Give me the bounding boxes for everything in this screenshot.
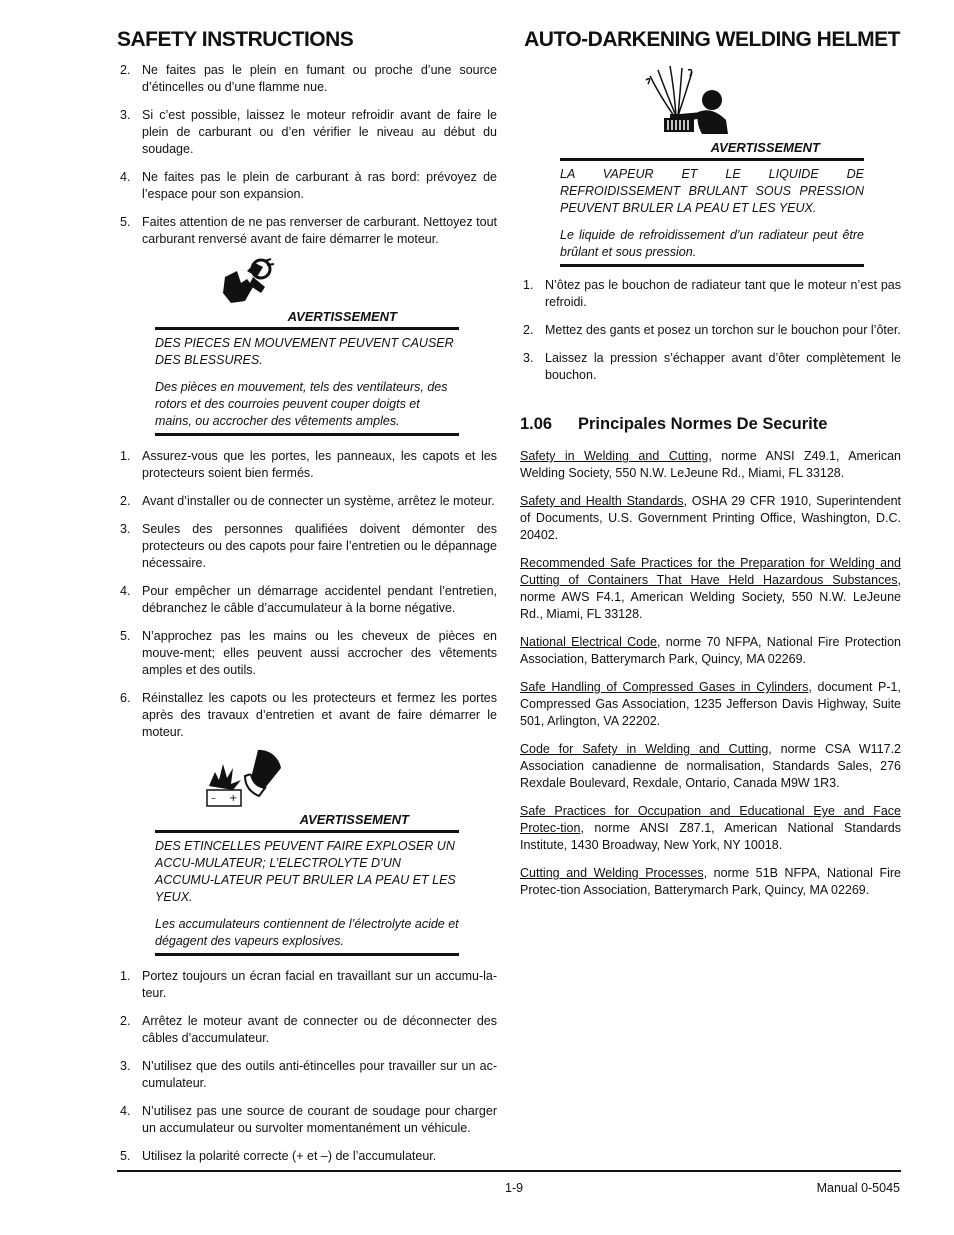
reference-entry: Safe Handling of Compressed Gases in Cylinders, document P-1, Compressed Gas Association, 1235 Jefferson Davis Highway, Suite 501, Arlington, VA 22202. [520,680,901,728]
list-item: 2. Avant d’installer ou de connecter un système, arrêtez le moteur. [120,494,495,508]
list-item: 3. Seules des personnes qualifiées doivent démonter des protecteurs ou des capots pour faire l’entretien ou le dépannage nécessaire. [120,522,497,570]
section-title: Principales Normes De Securite [578,415,828,433]
list-item: 2. Arrêtez le moteur avant de connecter ou de déconnecter des câbles d’accumulateur. [120,1014,497,1045]
warning-headline: LA VAPEUR ET LE LIQUIDE DE REFROIDISSEMENT BRULANT SOUS PRESSION PEUVENT BRULER LA PEAU ET LES YEUX. [560,167,864,215]
footer-divider [117,1170,901,1172]
list-item: 3. Laissez la pression s’échapper avant d’ôter complètement le bouchon. [523,351,901,382]
right-column [520,62,901,910]
warning-headline: DES PIECES EN MOUVEMENT PEUVENT CAUSER DES BLESSURES. [155,336,454,367]
list-item: 1. Portez toujours un écran facial en travaillant sur un accumu-la-teur. [120,969,497,1000]
warning-hot-steam [560,62,864,267]
warning-battery [155,752,459,956]
warning-detail: Des pièces en mouvement, tels des ventilateurs, des rotors et des courroies peuvent couper doigts et mains, ou accrocher des vêtements amples. [155,380,448,428]
warning-title: AVERTISSEMENT [299,812,409,827]
reference-entry: National Electrical Code, norme 70 NFPA, National Fire Protection Association, Batterymarch Park, Quincy, MA 02269. [520,635,901,666]
list-item: 4. N’utilisez pas une source de courant de soudage pour charger un accumulateur ou survolter momentanément un véhicule. [120,1104,497,1135]
warning-title: AVERTISSEMENT [287,309,397,324]
list-item: 1. Assurez-vous que les portes, les panneaux, les capots et les protecteurs soient bien fermés. [120,449,497,480]
svg-text:+: + [229,793,238,804]
list-item: 1. N’ôtez pas le bouchon de radiateur tant que le moteur n’est pas refroidi. [523,278,901,309]
reference-entry: Code for Safety in Welding and Cutting, norme CSA W117.2 Association canadienne de normalisation, Standards Sales, 276 Rexdale Boulevard, Rexdale, Ontario, Canada M9W 1R3. [520,742,901,790]
list-item: 4. Ne faites pas le plein de carburant à ras bord: prévoyez de l’espace pour son expansion. [120,170,497,201]
list-item: 5. Faites attention de ne pas renverser de carburant. Nettoyez tout carburant renversé avant de faire démarrer le moteur. [120,215,497,246]
steam-list [520,277,901,384]
warning-detail: Le liquide de refroidissement d’un radiateur peut être brûlant et sous pression. [560,228,864,259]
list-item: 5. Utilisez la polarité correcte (+ et –) de l’accumulateur. [120,1149,437,1163]
warning-title: AVERTISSEMENT [710,140,820,155]
warning-moving-parts [155,259,459,436]
page-number: 1-9 [505,1181,524,1195]
reference-entry: Recommended Safe Practices for the Preparation for Welding and Cutting of Containers That Have Held Hazardous Substances, norme AWS F4.1, American Welding Society, 550 N.W. LeJeune Rd., Miami, FL 33128. [520,556,901,621]
moving-parts-hand-icon [217,257,277,307]
battery-list [117,968,497,1165]
left-column [117,62,497,1176]
reference-entry: Safety in Welding and Cutting, norme ANSI Z49.1, American Welding Society, 550 N.W. LeJeune Rd., Miami, FL 33128. [520,449,901,480]
list-item: 6. Réinstallez les capots ou les protecteurs et fermez les portes après des travaux d’entretien et avant de faire démarrer le moteur. [120,691,497,739]
svg-text:–: – [211,793,216,804]
list-item: 4. Pour empêcher un démarrage accidentel pendant l’entretien, débranchez le câble d’accumulateur à la borne négative. [120,584,497,615]
list-item: 2. Mettez des gants et posez un torchon sur le bouchon pour l’ôter. [523,323,901,337]
list-item: 2. Ne faites pas le plein en fumant ou proche d’une source d’étincelles ou d’une flamme nue. [120,63,497,94]
list-item: 3. N’utilisez que des outils anti-étincelles pour travailler sur un ac-cumulateur. [120,1059,497,1090]
header-title-left: SAFETY INSTRUCTIONS [117,28,354,51]
reference-entry: Cutting and Welding Processes, norme 51B NFPA, National Fire Protec-tion Association, Batterymarch Park, Quincy, MA 02269. [520,866,901,897]
warning-headline: DES ETINCELLES PEUVENT FAIRE EXPLOSER UN ACCU-MULATEUR; L’ELECTROLYTE D’UN ACCUMU-LATEUR PEUT BRULER LA PEAU ET LES YEUX. [155,839,456,904]
header-title-right: AUTO-DARKENING WELDING HELMET [524,28,900,51]
list-item: 3. Si c’est possible, laissez le moteur refroidir avant de faire le plein de carburant ou d’en vérifier le niveau au début du soudage. [120,108,497,156]
references-list [520,448,901,899]
battery-explosion-icon [205,746,285,808]
section-heading [520,414,901,434]
reference-entry: Safe Practices for Occupation and Educational Eye and Face Protec-tion, norme ANSI Z87.1, American National Standards Institute, 1430 Broadway, New York, NY 10018. [520,804,901,852]
reference-entry: Safety and Health Standards, OSHA 29 CFR 1910, Superintendent of Documents, U.S. Government Printing Office, Washington, D.C. 20402. [520,494,902,542]
section-number: 1.06 [520,415,553,433]
hot-steam-radiator-icon [630,62,730,156]
warning-detail: Les accumulateurs contiennent de l’électrolyte acide et dégagent des vapeurs explosives. [155,917,459,948]
manual-number: Manual 0-5045 [816,1181,900,1195]
moving-parts-list [117,448,497,741]
fuel-list [117,62,497,248]
list-item: 5. N’approchez pas les mains ou les cheveux de pièces en mouve-ment; elles peuvent aussi accrocher des vêtements amples et des outils. [120,629,497,677]
